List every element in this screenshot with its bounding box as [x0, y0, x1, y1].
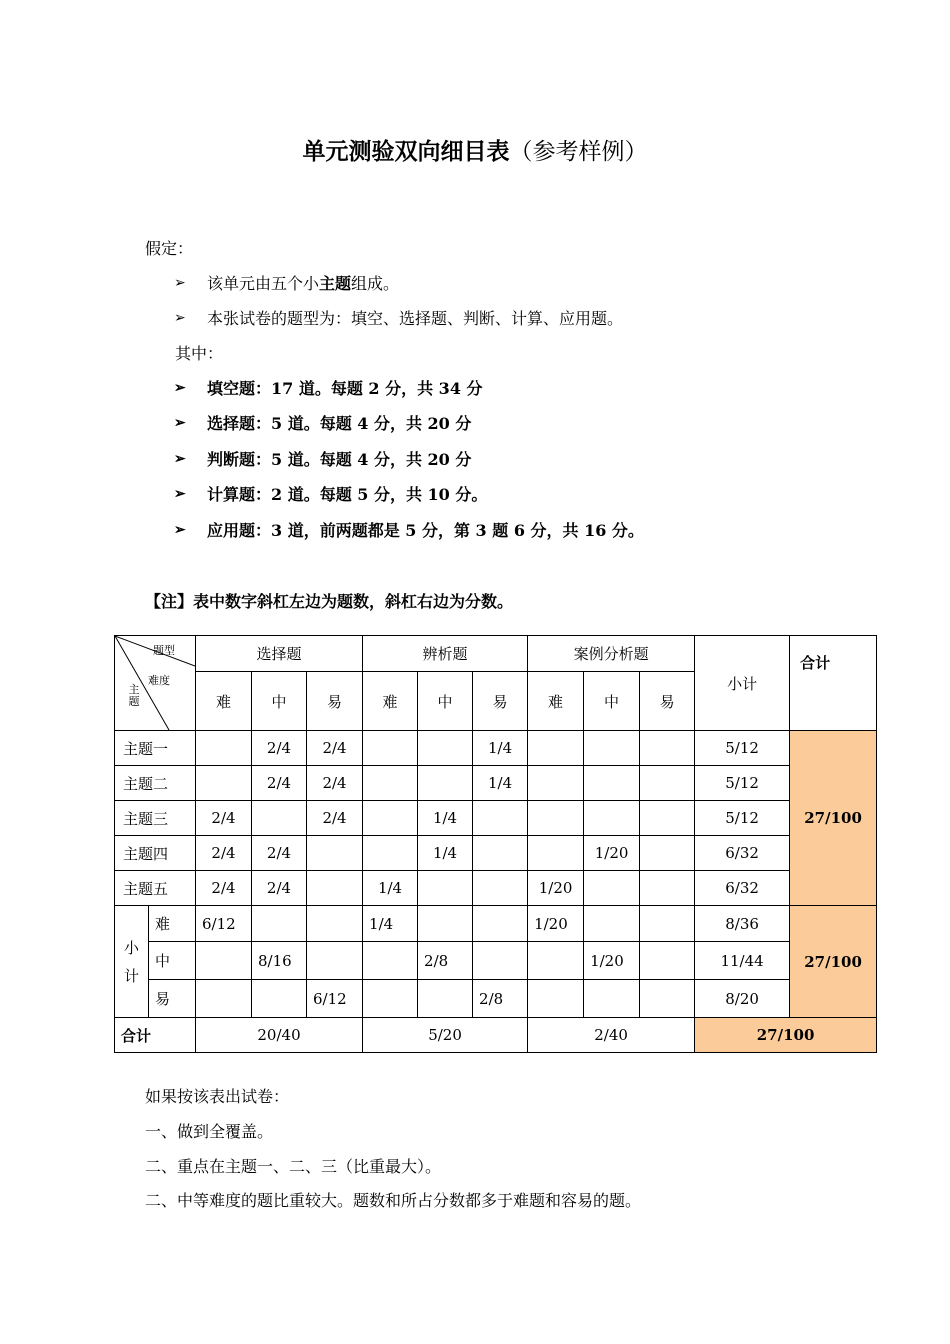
table-cell	[252, 980, 307, 1018]
group-header: 辨析题	[363, 636, 528, 672]
table-cell: 1/20	[528, 871, 584, 906]
table-cell	[528, 980, 584, 1018]
title-paren: （参考样例）	[509, 139, 648, 165]
subtotal-side-char: 计	[123, 966, 139, 985]
total-header: 合计	[790, 636, 877, 731]
table-cell	[584, 801, 640, 836]
detail-table	[114, 635, 877, 1053]
corner-type-label: 题型	[153, 644, 175, 657]
table-row	[115, 731, 877, 766]
table-cell: 2/4	[307, 731, 363, 766]
table-cell	[196, 731, 252, 766]
table-cell	[640, 871, 695, 906]
conclusion-line: 二、重点在主题一、二、三（比重最大）。	[145, 1157, 442, 1176]
table-cell	[307, 942, 363, 980]
table-cell	[584, 906, 640, 942]
grand-total-value: 27/100	[695, 1018, 877, 1053]
arrow-bullet-icon: ➢	[174, 415, 186, 431]
grand-total-label: 合计	[115, 1018, 196, 1053]
item-4: 计算题：2 道。每题 5 分，共 10 分。	[207, 485, 488, 504]
assumption-1	[207, 274, 399, 294]
level-header: 难	[528, 672, 584, 731]
row-subtotal: 8/36	[695, 906, 790, 942]
row-subtotal: 11/44	[695, 942, 790, 980]
table-cell: 1/4	[473, 731, 528, 766]
level-header: 难	[196, 672, 252, 731]
table-cell: 2/4	[196, 801, 252, 836]
table-cell: 1/20	[584, 942, 640, 980]
assumption-1-post: 组成。	[351, 274, 400, 293]
table-cell: 2/8	[418, 942, 473, 980]
group-header: 案例分析题	[528, 636, 695, 672]
arrow-bullet-icon: ➢	[174, 380, 186, 396]
row-subtotal: 6/32	[695, 871, 790, 906]
table-row	[115, 801, 877, 836]
table-cell	[473, 871, 528, 906]
table-cell	[307, 871, 363, 906]
table-cell	[363, 836, 418, 871]
table-cell: 2/4	[252, 871, 307, 906]
arrow-bullet-icon: ➢	[174, 451, 186, 467]
table-cell	[528, 766, 584, 801]
table-row	[115, 980, 877, 1018]
table-cell	[418, 906, 473, 942]
table-cell	[418, 731, 473, 766]
grand-total-cell: 5/20	[363, 1018, 528, 1053]
subtotal-header: 小计	[695, 636, 790, 731]
table-cell	[528, 836, 584, 871]
item-3: 判断题：5 道。每题 4 分，共 20 分	[207, 450, 472, 469]
level-name: 难	[149, 906, 196, 942]
table-cell	[640, 836, 695, 871]
level-header: 中	[584, 672, 640, 731]
assumption-1-pre: 该单元由五个小	[207, 274, 320, 293]
table-cell: 6/12	[196, 906, 252, 942]
corner-difficulty-label: 难度	[148, 674, 170, 687]
table-cell: 1/4	[418, 801, 473, 836]
table-cell: 8/16	[252, 942, 307, 980]
arrow-bullet-icon: ➢	[174, 522, 186, 538]
assume-label: 假定：	[145, 239, 194, 258]
grand-total-cell: 20/40	[196, 1018, 363, 1053]
page-title	[0, 133, 950, 166]
table-cell: 2/4	[252, 836, 307, 871]
table-cell	[584, 766, 640, 801]
level-header: 难	[363, 672, 418, 731]
arrow-bullet-icon: ➢	[174, 310, 186, 326]
level-name: 易	[149, 980, 196, 1018]
table-cell: 2/4	[196, 871, 252, 906]
item-5: 应用题：3 道，前两题都是 5 分，第 3 题 6 分，共 16 分。	[207, 521, 644, 540]
table-cell	[418, 871, 473, 906]
table-cell	[640, 766, 695, 801]
table-cell: 2/4	[307, 766, 363, 801]
table-cell: 1/4	[363, 906, 418, 942]
level-total: 27/100	[790, 906, 877, 1018]
table-cell	[363, 801, 418, 836]
subtotal-side-char: 小	[123, 938, 139, 957]
table-row	[115, 1018, 877, 1053]
table-cell: 2/8	[473, 980, 528, 1018]
table-cell	[418, 980, 473, 1018]
topic-name: 主题五	[115, 871, 196, 906]
table-cell	[363, 731, 418, 766]
table-cell: 1/20	[528, 906, 584, 942]
arrow-bullet-icon: ➢	[174, 275, 186, 291]
table-cell	[196, 980, 252, 1018]
item-2: 选择题：5 道。每题 4 分，共 20 分	[207, 414, 472, 433]
arrow-bullet-icon: ➢	[174, 486, 186, 502]
table-cell	[640, 801, 695, 836]
table-cell	[584, 980, 640, 1018]
topic-name: 主题三	[115, 801, 196, 836]
item-1: 填空题：17 道。每题 2 分，共 34 分	[207, 379, 483, 398]
row-subtotal: 5/12	[695, 766, 790, 801]
conclusion-line: 如果按该表出试卷：	[145, 1087, 290, 1106]
table-cell	[363, 942, 418, 980]
table-cell	[307, 836, 363, 871]
topic-name: 主题四	[115, 836, 196, 871]
among-label: 其中：	[175, 344, 224, 363]
table-cell: 1/20	[584, 836, 640, 871]
table-cell	[584, 731, 640, 766]
level-header: 易	[473, 672, 528, 731]
table-cell	[640, 980, 695, 1018]
row-subtotal: 5/12	[695, 801, 790, 836]
table-cell	[196, 942, 252, 980]
title-main: 单元测验双向细目表	[302, 139, 510, 165]
table-row	[115, 906, 877, 942]
table-cell: 2/4	[307, 801, 363, 836]
table-cell: 2/4	[252, 731, 307, 766]
conclusion-line: 一、做到全覆盖。	[145, 1122, 274, 1141]
table-note: 【注】表中数字斜杠左边为题数，斜杠右边为分数。	[145, 592, 514, 611]
subtotal-side-label	[115, 906, 149, 1018]
table-row	[115, 871, 877, 906]
table-cell: 2/4	[196, 836, 252, 871]
table-cell	[418, 766, 473, 801]
row-subtotal: 8/20	[695, 980, 790, 1018]
topic-name: 主题一	[115, 731, 196, 766]
table-row	[115, 836, 877, 871]
table-row	[115, 942, 877, 980]
table-cell	[584, 871, 640, 906]
table-cell	[307, 906, 363, 942]
level-header: 易	[640, 672, 695, 731]
assumption-1-bold: 主题	[319, 274, 352, 293]
table-cell	[473, 906, 528, 942]
corner-topic-label: 主题	[128, 683, 140, 708]
table-cell: 2/4	[252, 766, 307, 801]
row-subtotal: 5/12	[695, 731, 790, 766]
table-cell	[473, 942, 528, 980]
table-cell	[640, 906, 695, 942]
table-cell	[640, 731, 695, 766]
table-cell	[528, 942, 584, 980]
conclusion-line: 二、中等难度的题比重较大。题数和所占分数都多于难题和容易的题。	[145, 1191, 642, 1210]
level-header: 中	[252, 672, 307, 731]
table-cell	[252, 906, 307, 942]
table-cell	[196, 766, 252, 801]
table-cell	[473, 836, 528, 871]
topic-name: 主题二	[115, 766, 196, 801]
assumption-2: 本张试卷的题型为：填空、选择题、判断、计算、应用题。	[207, 309, 624, 328]
grand-total-cell: 2/40	[528, 1018, 695, 1053]
table-cell: 1/4	[418, 836, 473, 871]
topic-total: 27/100	[790, 731, 877, 906]
table-cell	[528, 731, 584, 766]
table-cell	[363, 980, 418, 1018]
table-cell	[640, 942, 695, 980]
table-cell	[473, 801, 528, 836]
table-cell: 1/4	[363, 871, 418, 906]
table-cell: 1/4	[473, 766, 528, 801]
table-row	[115, 766, 877, 801]
table-cell	[363, 766, 418, 801]
group-header: 选择题	[196, 636, 363, 672]
level-header: 中	[418, 672, 473, 731]
table-cell	[528, 801, 584, 836]
row-subtotal: 6/32	[695, 836, 790, 871]
table-cell: 6/12	[307, 980, 363, 1018]
corner-cell	[115, 636, 196, 731]
level-name: 中	[149, 942, 196, 980]
table-cell	[252, 801, 307, 836]
level-header: 易	[307, 672, 363, 731]
